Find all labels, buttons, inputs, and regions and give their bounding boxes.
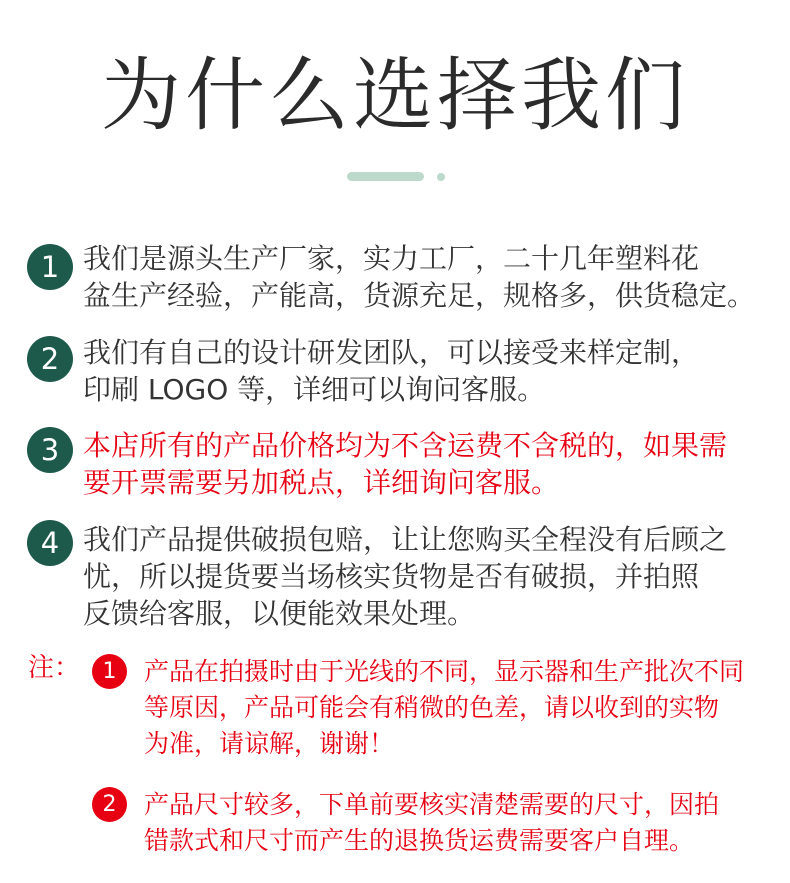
reason-text-1: 我们是源头生产厂家，实力工厂，二十几年塑料花 盆生产经验，产能高，货源充足，规格多，供货稳定。 (83, 242, 756, 312)
note-text-1: 产品在拍摄时由于光线的不同，显示器和生产批次不同 等原因，产品可能会有稍微的色差，请以收到的实物 为准，请谅解，谢谢！ (144, 657, 745, 758)
title-divider (0, 172, 790, 182)
number-badge-3: 3 (27, 427, 73, 473)
note-badge-1: 1 (92, 654, 127, 689)
note-label: 注： (28, 653, 81, 683)
number-badge-2: 2 (27, 336, 73, 382)
reason-text-4: 我们产品提供破损包赔，让让您购买全程没有后顾之 忧，所以提货要当场核实货物是否有破损，并拍照 反馈给客服，以便能效果处理。 (83, 523, 728, 630)
number-badge-4: 4 (27, 520, 73, 566)
divider-dot (437, 173, 445, 181)
divider-bar (347, 172, 424, 181)
note-text-2: 产品尺寸较多，下单前要核实清楚需要的尺寸，因拍 错款式和尺寸而产生的退换货运费需要客户自理。 (144, 790, 720, 855)
reason-text-3: 本店所有的产品价格均为不含运费不含税的，如果需 要开票需要另加税点，详细询问客服。 (83, 429, 728, 499)
number-badge-1: 1 (27, 244, 73, 290)
note-badge-2: 2 (92, 787, 127, 822)
page-title: 为什么选择我们 (101, 49, 689, 142)
reason-text-2: 我们有自己的设计研发团队，可以接受来样定制， 印刷 LOGO 等，详细可以询问客服。 (83, 336, 700, 406)
